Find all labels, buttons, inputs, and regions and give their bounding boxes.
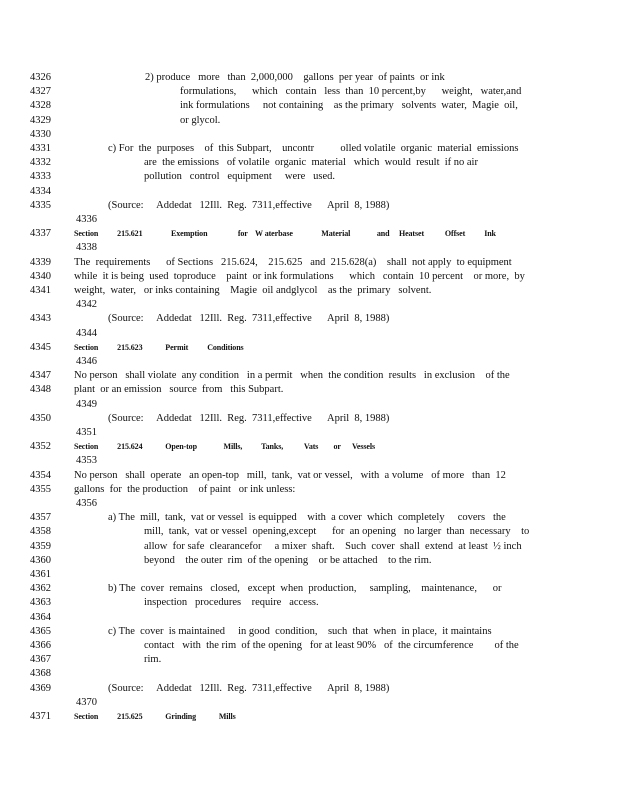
line-text: contact with the rim of the opening for at least 90% of the circumference of the xyxy=(144,640,519,651)
line-number: 4371 xyxy=(30,711,51,722)
text-line xyxy=(30,611,590,625)
line-number: 4364 xyxy=(30,611,51,623)
line-number: 4347 xyxy=(30,370,51,382)
text-line xyxy=(30,114,590,128)
line-number: 4327 xyxy=(30,86,51,98)
text-line xyxy=(30,639,590,653)
line-number: 4354 xyxy=(30,469,51,481)
line-number: 4341 xyxy=(30,285,51,296)
line-text: gallons for the production of paint or ink unless: xyxy=(74,483,296,495)
line-text: beyond the outer rim of the opening or be attached to the rim. xyxy=(144,554,432,566)
line-number: 4336 xyxy=(76,214,97,225)
line-text: while it is being used toproduce paint or ink formulations which contain 10 percent or more, by xyxy=(74,270,525,282)
line-number: 4368 xyxy=(30,668,51,680)
line-text: weight, water, or inks containing Magie oil andglycol as the primary solvent. xyxy=(74,285,432,296)
line-text: are the emissions of volatile organic material which would result if no air xyxy=(144,157,478,169)
text-line xyxy=(30,426,590,440)
line-number: 4340 xyxy=(30,270,51,282)
line-number: 4352 xyxy=(30,441,51,453)
section-heading: Section 215.625 Grinding Mills xyxy=(74,712,236,721)
text-line xyxy=(30,128,590,142)
line-text: (Source: Addedat 12Ill. Reg. 7311,effective April 8, 1988) xyxy=(108,199,390,211)
text-line xyxy=(30,185,590,199)
line-number: 4351 xyxy=(76,427,97,438)
text-line xyxy=(30,554,590,568)
text-line xyxy=(30,369,590,383)
line-number: 4362 xyxy=(30,583,51,595)
line-text: inspection procedures require access. xyxy=(144,597,319,609)
line-number: 4355 xyxy=(30,483,51,495)
line-number: 4349 xyxy=(76,398,97,410)
text-line xyxy=(30,99,590,113)
text-line xyxy=(30,199,590,213)
text-line xyxy=(30,284,590,298)
line-number: 4335 xyxy=(30,199,51,211)
line-text: 2) produce more than 2,000,000 gallons per year of paints or ink xyxy=(145,72,445,83)
line-number: 4358 xyxy=(30,526,51,538)
line-number: 4342 xyxy=(76,299,97,311)
line-number: 4338 xyxy=(76,242,97,254)
line-text: plant or an emission source from this Subpart. xyxy=(74,384,284,396)
line-number: 4370 xyxy=(76,696,97,708)
line-number: 4346 xyxy=(76,356,97,367)
section-heading-line xyxy=(30,440,590,454)
line-text: a) The mill, tank, vat or vessel is equipped with a cover which completely covers the xyxy=(108,512,506,524)
line-number: 4329 xyxy=(30,114,51,126)
text-line xyxy=(30,667,590,681)
text-line xyxy=(30,582,590,596)
line-number: 4360 xyxy=(30,554,51,566)
text-line xyxy=(30,497,590,511)
line-number: 4348 xyxy=(30,384,51,396)
line-text: pollution control equipment were used. xyxy=(144,171,336,183)
text-line xyxy=(30,483,590,497)
line-text: b) The cover remains closed, except when production, sampling, maintenance, or xyxy=(108,583,502,595)
text-line xyxy=(30,469,590,483)
line-text: allow for safe clearancefor a mixer shaft. Such cover shall extend at least ½ inch xyxy=(144,540,522,552)
line-text: No person shall operate an open-top mill, tank, vat or vessel, with a volume of more than 12 xyxy=(74,469,506,481)
line-number: 4343 xyxy=(30,313,51,325)
line-text: (Source: Addedat 12Ill. Reg. 7311,effective April 8, 1988) xyxy=(108,412,390,424)
text-line xyxy=(30,256,590,270)
text-line xyxy=(30,454,590,468)
line-text: No person shall violate any condition in a permit when the condition results in exclusion of the xyxy=(74,370,510,382)
text-line xyxy=(30,71,590,85)
section-heading-line xyxy=(30,341,590,355)
text-line xyxy=(30,355,590,369)
text-line xyxy=(30,312,590,326)
line-number: 4366 xyxy=(30,640,51,651)
line-text: ink formulations not containing as the primary solvents water, Magie oil, xyxy=(180,100,518,112)
line-number: 4353 xyxy=(76,455,97,467)
line-number: 4345 xyxy=(30,341,51,353)
line-number: 4367 xyxy=(30,654,51,666)
section-heading: Section 215.624 Open-top Mills, Tanks, Vats or Vessels xyxy=(74,442,375,452)
line-number: 4369 xyxy=(30,682,51,694)
line-number: 4365 xyxy=(30,625,51,637)
line-number: 4331 xyxy=(30,143,51,154)
line-text: (Source: Addedat 12Ill. Reg. 7311,effective April 8, 1988) xyxy=(108,313,390,325)
line-text: formulations, which contain less than 10 percent,by weight, water,and xyxy=(180,86,522,98)
text-line xyxy=(30,383,590,397)
line-number: 4326 xyxy=(30,72,51,83)
line-number: 4337 xyxy=(30,228,51,240)
line-number: 4356 xyxy=(76,498,97,509)
text-line xyxy=(30,525,590,539)
line-number: 4344 xyxy=(76,327,97,339)
line-number: 4359 xyxy=(30,540,51,552)
line-text: or glycol. xyxy=(180,114,221,126)
line-number: 4330 xyxy=(30,128,51,140)
line-text: c) For the purposes of this Subpart, uncontr olled volatile organic material emissions xyxy=(108,143,519,154)
text-line xyxy=(30,653,590,667)
text-line xyxy=(30,540,590,554)
line-number: 4363 xyxy=(30,597,51,609)
section-heading-line xyxy=(30,710,590,724)
line-number: 4361 xyxy=(30,569,51,580)
text-line xyxy=(30,625,590,639)
text-line xyxy=(30,142,590,156)
line-number: 4328 xyxy=(30,100,51,112)
line-text: c) The cover is maintained in good condition, such that when in place, it maintains xyxy=(108,625,492,637)
section-heading-line xyxy=(30,227,590,241)
text-line xyxy=(30,398,590,412)
line-number: 4333 xyxy=(30,171,51,183)
line-text: mill, tank, vat or vessel opening,except for an opening no larger than necessary to xyxy=(144,526,530,538)
text-line xyxy=(30,170,590,184)
text-line xyxy=(30,696,590,710)
section-heading: Section 215.621 Exemption for W aterbase Material and Heatset Offset Ink xyxy=(74,229,496,239)
text-line xyxy=(30,156,590,170)
line-text: (Source: Addedat 12Ill. Reg. 7311,effective April 8, 1988) xyxy=(108,682,390,694)
line-text: rim. xyxy=(144,654,162,666)
line-number: 4350 xyxy=(30,412,51,424)
text-line xyxy=(30,327,590,341)
text-line xyxy=(30,682,590,696)
text-line xyxy=(30,596,590,610)
line-number: 4357 xyxy=(30,512,51,524)
text-line xyxy=(30,85,590,99)
text-line xyxy=(30,270,590,284)
line-number: 4332 xyxy=(30,157,51,169)
text-line xyxy=(30,298,590,312)
line-number: 4339 xyxy=(30,256,51,268)
text-line xyxy=(30,412,590,426)
line-number: 4334 xyxy=(30,185,51,197)
text-line xyxy=(30,241,590,255)
text-line xyxy=(30,213,590,227)
section-heading: Section 215.623 Permit Conditions xyxy=(74,342,244,352)
text-line xyxy=(30,511,590,525)
text-line xyxy=(30,568,590,582)
line-text: The requirements of Sections 215.624, 215.625 and 215.628(a) shall not apply to equipment xyxy=(74,256,512,268)
